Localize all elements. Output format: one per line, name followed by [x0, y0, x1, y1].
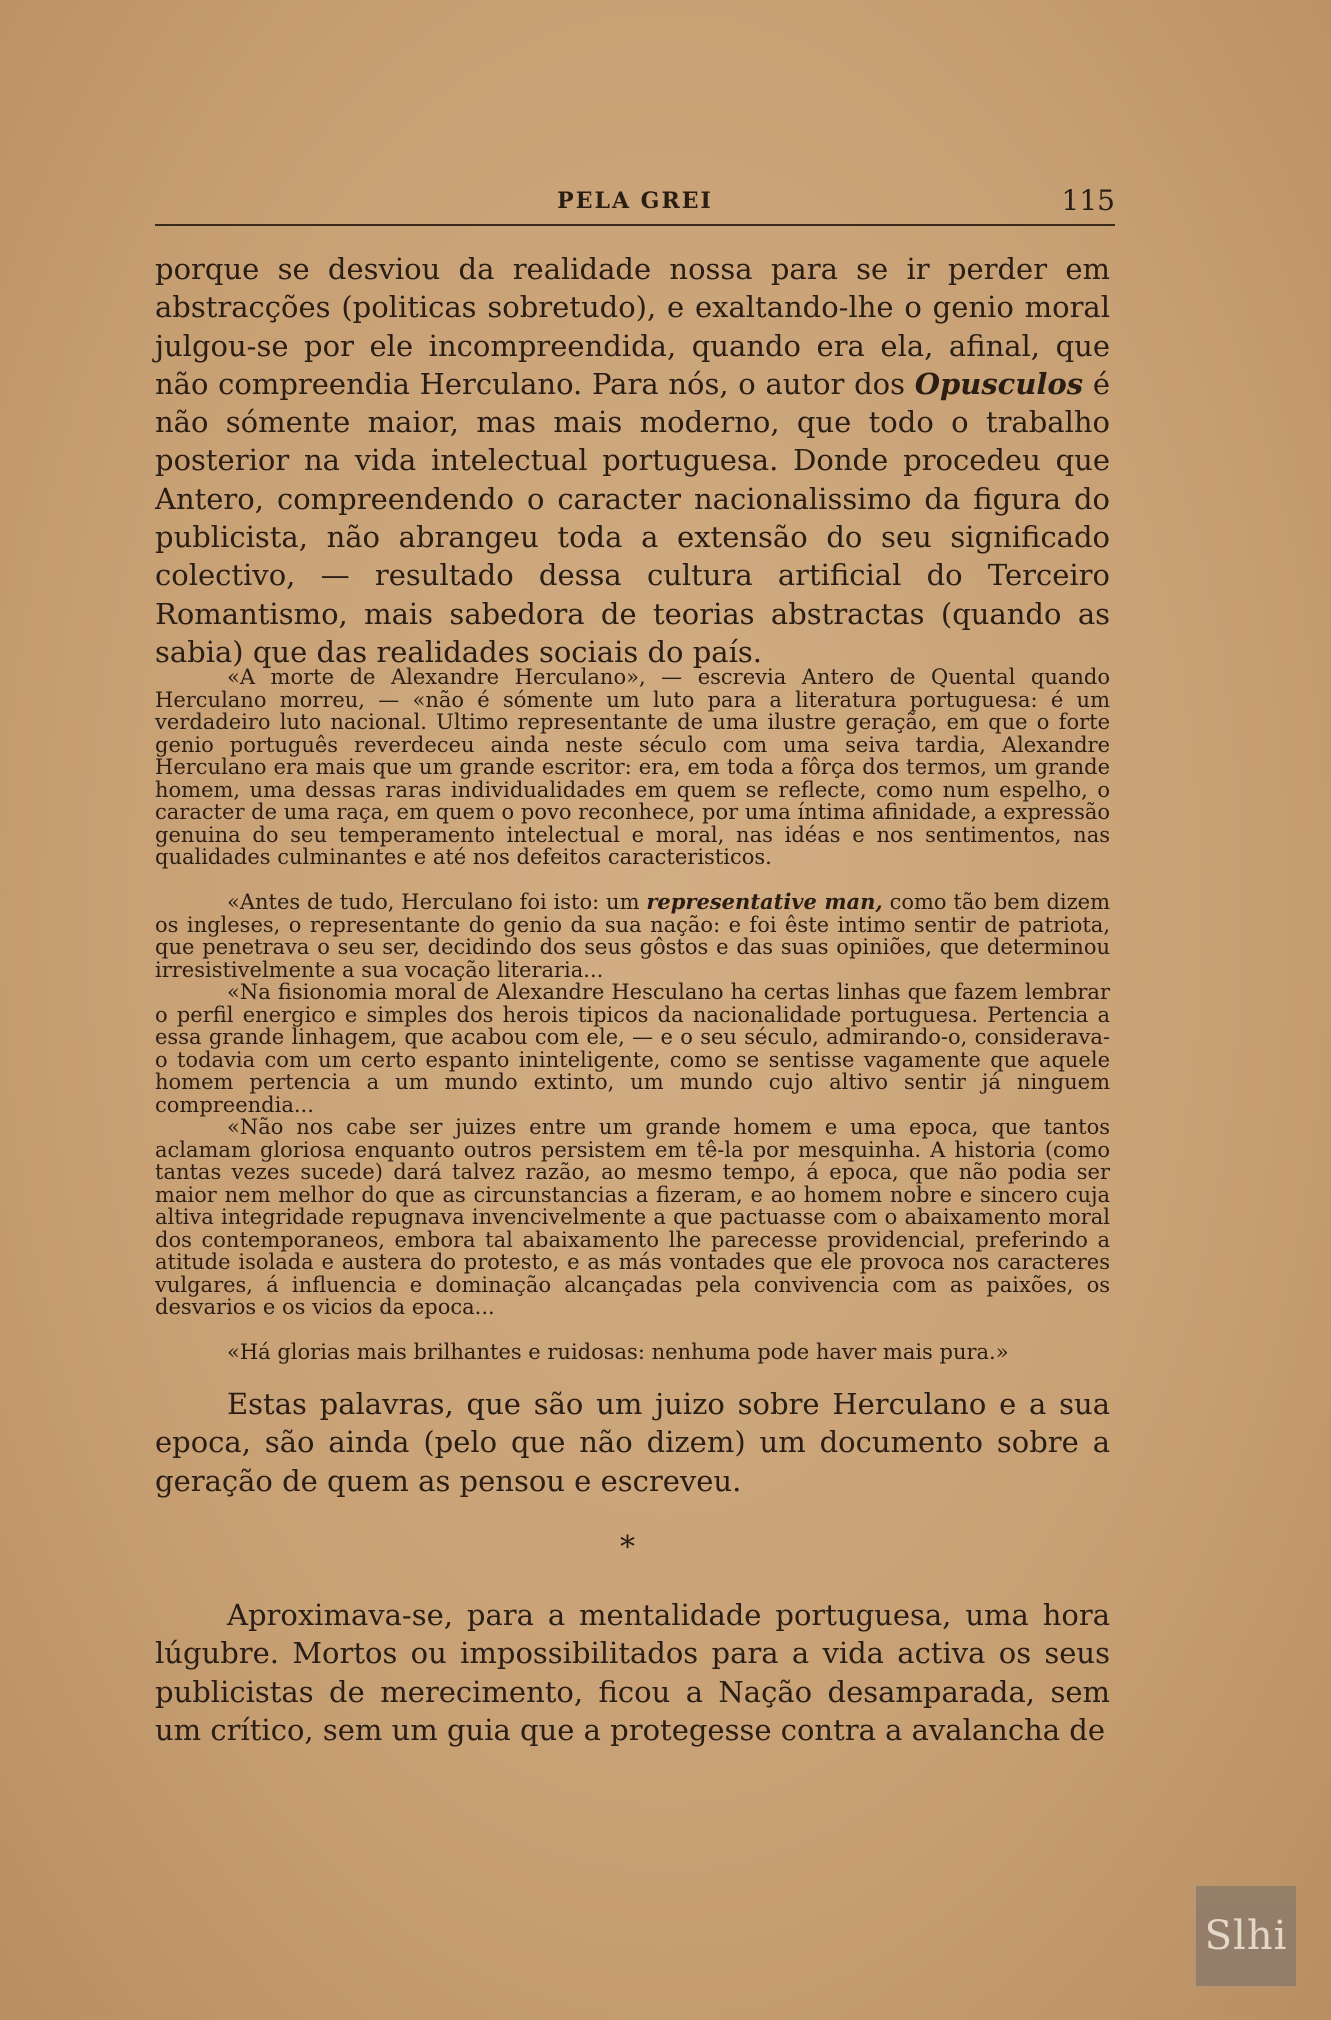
page-header [155, 184, 1115, 226]
page-number: 115 [1061, 184, 1115, 217]
paragraph-1-text-rest: é não sómente maior, mas mais moderno, que todo o trabalho posterior na vida intelectual portuguesa. Donde procedeu que Antero, compreendendo o caracter nacionalissimo da figura do publicista, não abrangeu toda a extensão do seu significado colectivo, — resultado dessa cultura artificial do Terceiro Romantismo, mais sabedora de teorias abstractas (quando as sabia) que das realidades sociais do país. [155, 366, 1110, 669]
library-logo [1196, 1886, 1296, 1986]
quote-paragraph-3: «Na fisionomia moral de Alexandre Hesculano ha certas linhas que fazem lembrar o perfil energico e simples dos herois tipicos da nacionalidade portuguesa. Pertencia a essa grande linhagem, que acabou com ele, — e o seu século, admirando-o, considerava-o todavia com um certo espanto ininteligente, como se sentisse vagamente que aquele homem pertencia a um mundo extinto, um mundo cujo altivo sentir já ninguem compreendia... [155, 980, 1110, 1117]
paragraph-1-italic-title: Opusculos [914, 366, 1084, 401]
quote-2-text: «Antes de tudo, Herculano foi isto: um [227, 890, 647, 914]
quote-2-text-rest: como tão bem dizem os ingleses, o representante do genio da sua nação: e foi êste intimo sentir de patriota, que penetrava o seu ser, decidindo dos seus gôstos e das suas opiniões, que determinou irresistivelmente a sua vocação literaria... [155, 890, 1111, 982]
section-asterism: * [620, 1530, 635, 1565]
quote-paragraph-2 [155, 891, 1110, 981]
library-logo-text: Slhi [1204, 1913, 1288, 1959]
paragraph-1-text: porque se desviou da realidade nossa para se ir perder em abstracções (politicas sobretudo), e exaltando-lhe o genio moral julgou-se por ele incompreendida, quando era ela, afinal, que não compreendia Herculano. Para nós, o autor dos [155, 252, 1110, 401]
quote-paragraph-1: «A morte de Alexandre Herculano», — escrevia Antero de Quental quando Herculano morreu, — «não é sómente um luto para a literatura portuguesa: é um verdadeiro luto nacional. Ultimo representante de uma ilustre geração, em que o forte genio português reverdeceu ainda neste século com uma seiva tardia, Alexandre Herculano era mais que um grande escritor: era, em toda a fôrça dos termos, um grande homem, uma dessas raras individualidades em quem se reflecte, como num espelho, o caracter de uma raça, em quem o povo reconhece, por uma íntima afinidade, a expressão genuina do seu temperamento intelectual e moral, nas idéas e nos sentimentos, nas qualidades culminantes e até nos defeitos caracteristicos. [155, 665, 1111, 869]
quote-paragraph-4: «Não nos cabe ser juizes entre um grande homem e uma epoca, que tantos aclamam gloriosa enquanto outros persistem em tê-la por mesquinha. A historia (como tantas vezes sucede) dará talvez razão, ao mesmo tempo, á epoca, que não podia ser maior nem melhor do que as circunstancias a fizeram, e ao homem nobre e sincero cuja altiva integridade repugnava invencivelmente a que pactuasse com o abaixamento moral dos contemporaneos, embora tal abaixamento lhe parecesse providencial, preferindo a atitude isolada e austera do protesto, e as más vontades que ele provoca nos caracteres vulgares, á influencia e dominação alcançadas pela convivencia com as paixões, os desvarios e os vicios da epoca... [155, 1115, 1110, 1319]
running-title: PELA GREI [557, 188, 713, 214]
quote-2-italic: representative man, [646, 889, 883, 914]
body-paragraph-3: Aproximava-se, para a mentalidade portuguesa, uma hora lúgubre. Mortos ou impossibilitados para a vida activa os seus publicistas de merecimento, ficou a Nação desamparada, sem um crítico, sem um guia que a protegesse contra a avalancha de [155, 1598, 1110, 1747]
body-paragraph-2: Estas palavras, que são um juizo sobre Herculano e a sua epoca, são ainda (pelo que não dizem) um documento sobre a geração de quem as pensou e escreveu. [155, 1387, 1110, 1498]
body-paragraph-1 [155, 250, 1110, 671]
quote-paragraph-5: «Há glorias mais brilhantes e ruidosas: nenhuma pode haver mais pura.» [227, 1340, 1009, 1364]
